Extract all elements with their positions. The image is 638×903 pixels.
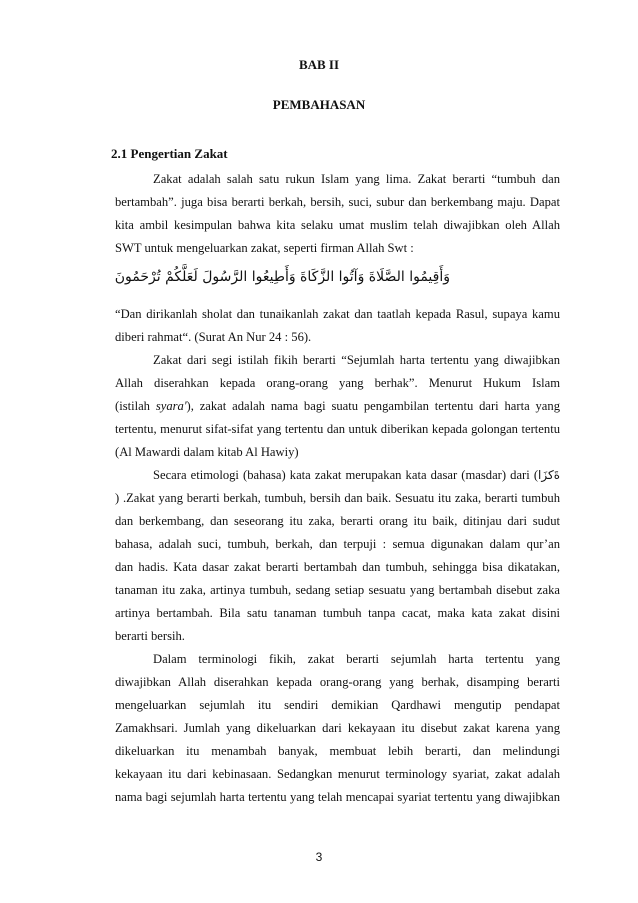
paragraph-4-line-7: nama bagi sejumlah harta tertentu yang telah mencapai syariat tertentu yang diwajibkan: [115, 790, 560, 804]
paragraph-4-line-3: mengeluarkan sejumlah itu sendiri demikian Qardhawi mengutip pendapat: [115, 698, 560, 712]
paragraph-3-line-3: dan berkembang, dan seseorang itu zaka, berarti orang itu baik, ditinjau dari sudut: [115, 514, 560, 528]
zakat-arabic-root: ةَكزَا: [538, 468, 560, 482]
paragraph-4-line-1: Dalam terminologi fikih, zakat berarti sejumlah harta tertentu yang: [153, 652, 560, 666]
paragraph-1-line-1: Zakat adalah salah satu rukun Islam yang lima. Zakat berarti “tumbuh dan: [153, 172, 560, 186]
verse-translation-line-2: diberi rahmat“. (Surat An Nur 24 : 56).: [115, 330, 312, 344]
paragraph-4-line-5: dikeluarkan itu menambah banyak, membuat lebih berarti, dan melindungi: [115, 744, 560, 758]
paragraph-1-line-3: kita ambil kesimpulan bahwa kita selaku umat muslim telah diwajibkan oleh Allah: [115, 218, 560, 232]
paragraph-3-line-7: artinya bertambah. Bila satu tanaman tumbuh tanpa cacat, maka kata zakat disini: [115, 606, 560, 620]
paragraph-2-line-4: tertentu, menurut sifat-sifat yang tertentu dan untuk diberikan kepada golongan tertentu: [115, 422, 560, 436]
paragraph-3-line-6: tanaman itu zaka, artinya tumbuh, sedang setiap sesuatu yang bertambah disebut zaka: [115, 583, 560, 597]
page-number: 3: [315, 850, 323, 864]
verse-translation-line-1: “Dan dirikanlah sholat dan tunaikanlah zakat dan taatlah kepada Rasul, supaya kamu: [115, 307, 560, 321]
paragraph-3-line-1-text: Secara etimologi (bahasa) kata zakat merupakan kata dasar (masdar) dari (: [153, 468, 539, 482]
section-heading: 2.1 Pengertian Zakat: [111, 146, 228, 161]
paragraph-3-line-2: ) .Zakat yang berarti berkah, tumbuh, bersih dan baik. Sesuatu itu zaka, berarti tumbuh: [115, 491, 560, 505]
chapter-label: BAB II: [298, 57, 340, 72]
paragraph-3-line-1: [153, 467, 560, 483]
paragraph-4-line-6: kekayaan itu dari kebinasaan. Sedangkan menurut terminology syariat, zakat adalah: [115, 767, 560, 781]
paragraph-2-line-2: Allah diserahkan kepada orang-orang yang berhak”. Menurut Hukum Islam: [115, 376, 560, 390]
paragraph-2-line-3: [115, 398, 560, 414]
paragraph-3-line-8: berarti bersih.: [115, 629, 185, 643]
paragraph-1-line-2: bertambah”. juga bisa berarti berkah, bersih, suci, subur dan berkembang maju. Dapat: [115, 195, 560, 209]
paragraph-3-line-4: bahasa, adalah suci, tumbuh, berkah, dan terpuji : semua digunakan dalam qur’an: [115, 537, 560, 551]
paragraph-4-line-4: Zamakhsari. Jumlah yang dikeluarkan dari kekayaan itu disebut zakat karena yang: [115, 721, 560, 735]
paragraph-2-line-5: (Al Mawardi dalam kitab Al Hawiy): [115, 445, 299, 459]
paragraph-4-line-2: diwajibkan Allah diserahkan kepada orang-orang yang berhak, disamping berarti: [115, 675, 560, 689]
paragraph-2-line-1: Zakat dari segi istilah fikih berarti “Sejumlah harta tertentu yang diwajibkan: [153, 353, 560, 367]
syara-term: syara': [155, 399, 187, 413]
paragraph-2-line-3-post: ), zakat adalah nama bagi suatu pengambilan tertentu dari harta yang: [186, 399, 560, 413]
paragraph-3-line-5: dan hadis. Kata dasar zakat berarti bertambah dan tumbuh, sehingga bisa dikatakan,: [115, 560, 560, 574]
quran-verse-arabic: وَأَقِيمُوا الصَّلَاةَ وَآتُوا الزَّكَاةَ وَأَطِيعُوا الرَّسُولَ لَعَلَّكُمْ تُرْحَمُونَ: [114, 269, 450, 285]
chapter-title: PEMBAHASAN: [272, 97, 366, 112]
paragraph-2-line-3-pre: (istilah: [115, 399, 156, 413]
paragraph-1-line-4: SWT untuk mengeluarkan zakat, seperti firman Allah Swt :: [115, 241, 414, 255]
